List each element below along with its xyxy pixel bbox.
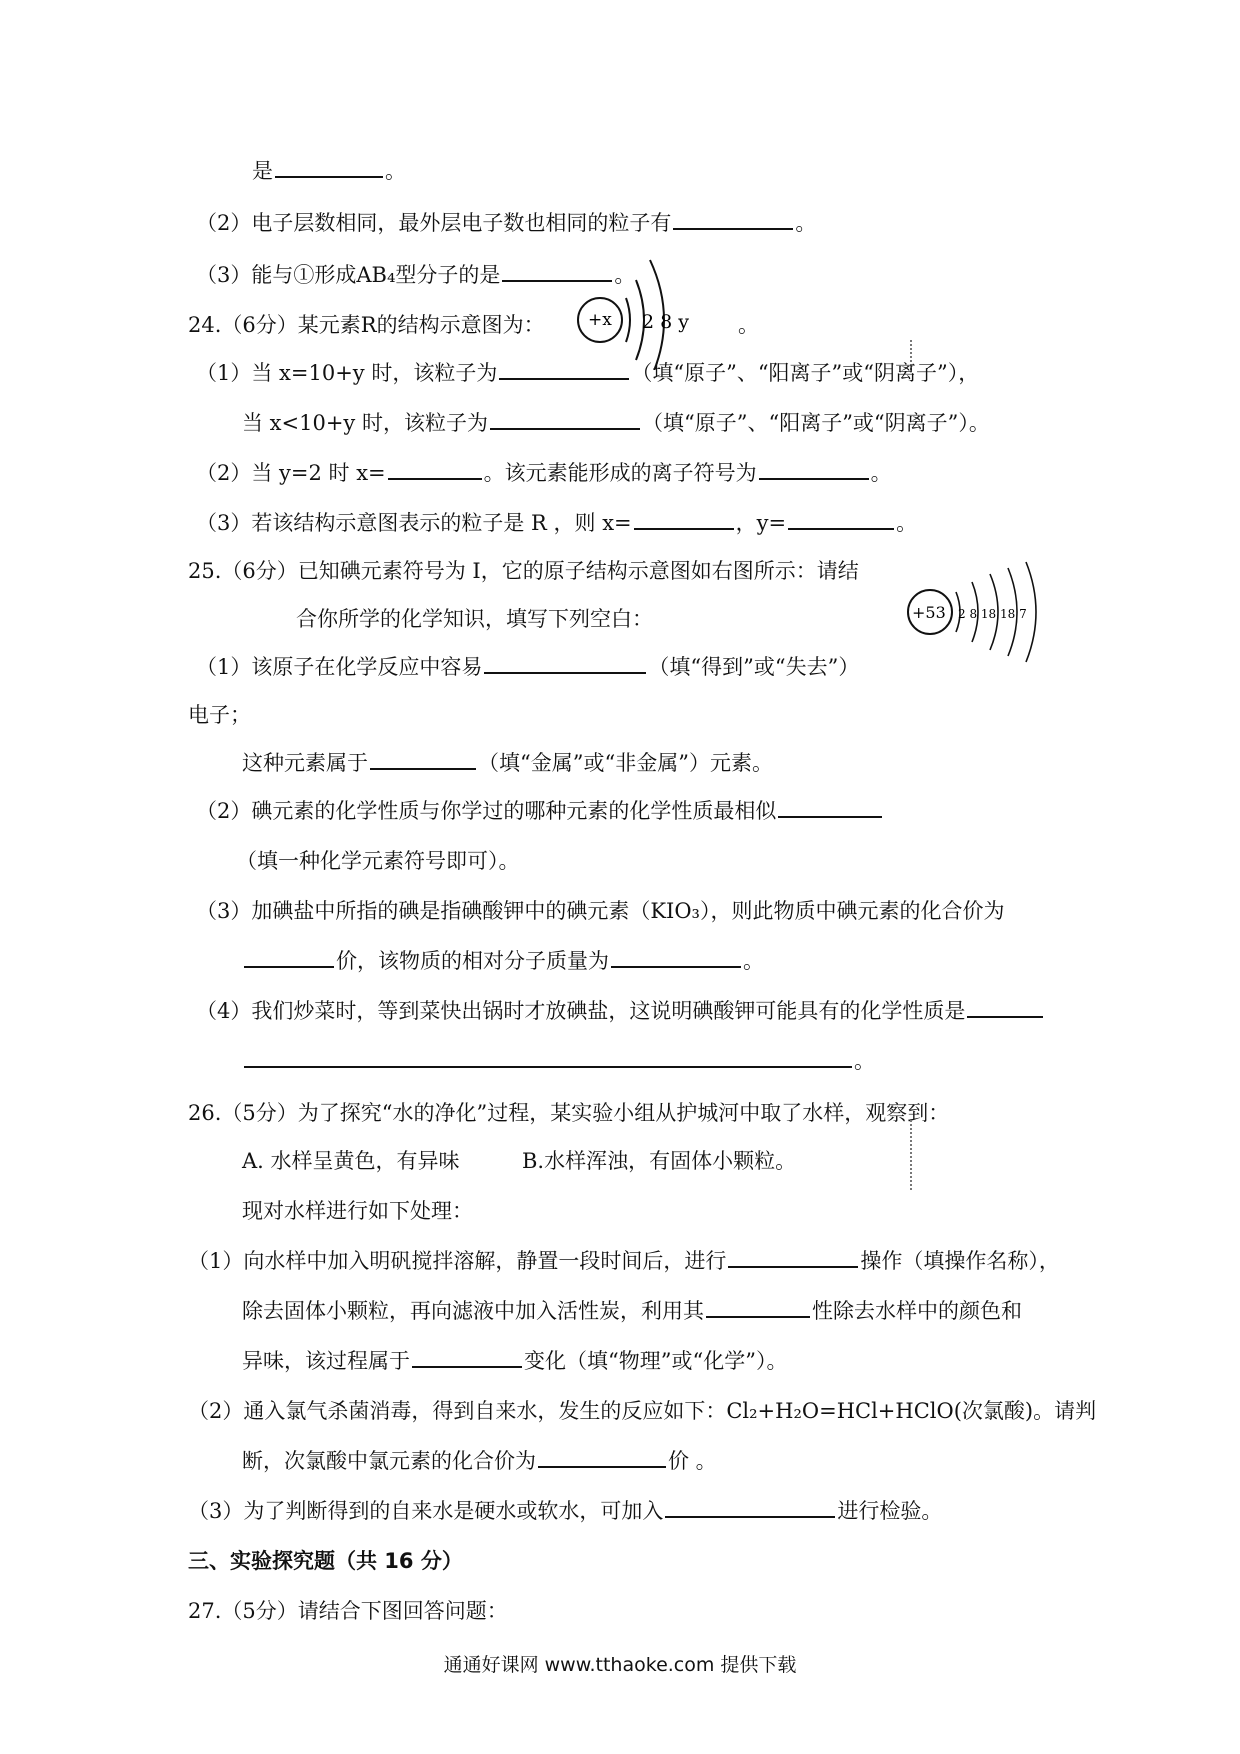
text: （1）该原子在化学反应中容易 bbox=[196, 655, 483, 679]
text: （3）为了判断得到的自来水是硬水或软水，可加入 bbox=[188, 1499, 664, 1523]
text: （2）通入氯气杀菌消毒，得到自来水，发生的反应如下：Cl₂+H₂O=HCl+HClO(次氯酸)。请判 bbox=[188, 1399, 1097, 1423]
text: 。 bbox=[614, 263, 636, 287]
answer-blank[interactable] bbox=[611, 946, 741, 968]
answer-blank[interactable] bbox=[538, 1446, 666, 1468]
answer-blank[interactable] bbox=[759, 458, 869, 480]
answer-blank[interactable] bbox=[244, 1046, 852, 1068]
question-26-2 bbox=[188, 1396, 1096, 1426]
question-25 bbox=[188, 556, 859, 586]
text: （4）我们炒菜时，等到菜快出锅时才放碘盐，这说明碘酸钾可能具有的化学性质是 bbox=[196, 999, 966, 1023]
r-shells-label: 2 8 y bbox=[642, 311, 689, 333]
text: 。 bbox=[870, 461, 892, 485]
text: （填“金属”或“非金属”）元素。 bbox=[478, 751, 773, 775]
question-24 bbox=[188, 310, 545, 340]
iodine-shells-label: 2 8 18 18 7 bbox=[958, 607, 1027, 621]
text: （2）当 y=2 时 x= bbox=[196, 461, 386, 485]
answer-blank[interactable] bbox=[673, 208, 793, 230]
question-25-3 bbox=[196, 896, 1004, 926]
question-25-4 bbox=[196, 996, 1045, 1026]
text: （2）电子层数相同，最外层电子数也相同的粒子有 bbox=[196, 211, 672, 235]
question-25-1 bbox=[196, 652, 859, 682]
text: 操作（填操作名称）， bbox=[860, 1249, 1060, 1273]
text: 价 。 bbox=[668, 1449, 717, 1473]
text: 进行检验。 bbox=[837, 1499, 943, 1523]
text: 27.（5分）请结合下图回答问题： bbox=[188, 1599, 508, 1623]
text: 。该元素能形成的离子符号为 bbox=[483, 461, 757, 485]
text: （3）若该结构示意图表示的粒子是 R ，则 x= bbox=[196, 511, 632, 535]
text: 异味，该过程属于 bbox=[242, 1349, 410, 1373]
answer-blank[interactable] bbox=[275, 156, 383, 178]
question-25-3-cont bbox=[242, 946, 764, 976]
question-26-1-cont bbox=[242, 1296, 1022, 1326]
question-26-2-cont bbox=[242, 1446, 717, 1476]
answer-blank[interactable] bbox=[778, 796, 882, 818]
text: 25.（6分）已知碘元素符号为 I，它的原子结构示意图如右图所示：请结 bbox=[188, 559, 859, 583]
iodine-nucleus-label: +53 bbox=[912, 603, 946, 622]
question-25-1-cont bbox=[188, 700, 251, 730]
answer-blank[interactable] bbox=[412, 1346, 522, 1368]
text: 24.（6分）某元素R的结构示意图为： bbox=[188, 313, 545, 337]
section-3-heading bbox=[188, 1546, 463, 1576]
question-25-2-cont bbox=[236, 846, 520, 876]
element-r-structure-diagram bbox=[560, 240, 740, 370]
question-26-3 bbox=[188, 1496, 942, 1526]
answer-blank[interactable] bbox=[788, 508, 894, 530]
text: A. 水样呈黄色，有异味 bbox=[242, 1149, 460, 1173]
text: （2）碘元素的化学性质与你学过的哪种元素的化学性质最相似 bbox=[196, 799, 777, 823]
text: 变化（填“物理”或“化学”）。 bbox=[524, 1349, 788, 1373]
question-24-1 bbox=[196, 358, 979, 388]
answer-blank[interactable] bbox=[388, 458, 482, 480]
text: 三、实验探究题（共 16 分） bbox=[188, 1549, 463, 1573]
answer-blank[interactable] bbox=[967, 996, 1043, 1018]
text: 是 bbox=[252, 159, 273, 183]
r-nucleus-label: +x bbox=[588, 310, 612, 330]
question-24-end bbox=[738, 310, 759, 340]
text: （3）加碘盐中所指的碘是指碘酸钾中的碘元素（KIO₃），则此物质中碘元素的化合价为 bbox=[196, 899, 1005, 923]
text: （填一种化学元素符号即可）。 bbox=[236, 849, 520, 873]
text: （填“得到”或“失去”） bbox=[648, 655, 860, 679]
text: （1）向水样中加入明矾搅拌溶解，静置一段时间后，进行 bbox=[188, 1249, 727, 1273]
text: 。 bbox=[385, 159, 406, 183]
question-26-1-cont2 bbox=[242, 1346, 787, 1376]
text: 合你所学的化学知识，填写下列空白： bbox=[296, 607, 653, 631]
answer-blank[interactable] bbox=[728, 1246, 858, 1268]
answer-blank[interactable] bbox=[484, 652, 646, 674]
question-26-observation bbox=[242, 1146, 460, 1176]
text: 价，该物质的相对分子质量为 bbox=[336, 949, 609, 973]
text: （1）当 x=10+y 时，该粒子为 bbox=[196, 361, 498, 385]
question-27 bbox=[188, 1596, 508, 1626]
question-24-3 bbox=[196, 508, 917, 538]
answer-blank[interactable] bbox=[706, 1296, 810, 1318]
line-2 bbox=[196, 208, 816, 238]
answer-blank[interactable] bbox=[634, 508, 734, 530]
text: ，y= bbox=[735, 511, 787, 535]
question-26 bbox=[188, 1098, 949, 1128]
text: 现对水样进行如下处理： bbox=[242, 1199, 473, 1223]
text: （填“原子”、“阳离子”或“阴离子”）， bbox=[631, 361, 980, 385]
page-footer: 通通好课网 www.tthaoke.com 提供下载 bbox=[443, 1654, 797, 1676]
question-25-4-cont bbox=[242, 1046, 875, 1076]
answer-blank[interactable] bbox=[499, 358, 629, 380]
text: 。 bbox=[795, 211, 817, 235]
text: 除去固体小颗粒，再向滤液中加入活性炭，利用其 bbox=[242, 1299, 704, 1323]
question-26-intro bbox=[242, 1196, 473, 1226]
question-26-1 bbox=[188, 1246, 1060, 1276]
text: 26.（5分）为了探究“水的净化”过程，某实验小组从护城河中取了水样，观察到： bbox=[188, 1101, 950, 1125]
answer-blank[interactable] bbox=[665, 1496, 835, 1518]
question-25-2 bbox=[196, 796, 884, 826]
text: 断，次氯酸中氯元素的化合价为 bbox=[242, 1449, 536, 1473]
text: （填“原子”、“阳离子”或“阴离子”）。 bbox=[641, 411, 990, 435]
question-26-observation-b bbox=[522, 1146, 796, 1176]
dotted-mark bbox=[910, 1120, 914, 1190]
question-24-1-cont bbox=[242, 408, 990, 438]
iodine-atom-diagram bbox=[900, 556, 1050, 666]
text: B.水样浑浊，有固体小颗粒。 bbox=[522, 1149, 797, 1173]
question-25-1-element bbox=[242, 748, 773, 778]
line-1 bbox=[252, 156, 406, 186]
question-25-cont bbox=[296, 604, 653, 634]
text: 。 bbox=[896, 511, 918, 535]
text: 性除去水样中的颜色和 bbox=[812, 1299, 1022, 1323]
text: 。 bbox=[743, 949, 764, 973]
answer-blank[interactable] bbox=[370, 748, 476, 770]
text: 当 x<10+y 时，该粒子为 bbox=[242, 411, 488, 435]
text: 。 bbox=[854, 1049, 875, 1073]
text: （3）能与①形成AB₄型分子的是 bbox=[196, 263, 501, 287]
text: 电子； bbox=[188, 703, 251, 727]
answer-blank[interactable] bbox=[244, 946, 334, 968]
question-24-2 bbox=[196, 458, 892, 488]
text: 。 bbox=[738, 313, 759, 337]
answer-blank[interactable] bbox=[490, 408, 640, 430]
text: 这种元素属于 bbox=[242, 751, 368, 775]
